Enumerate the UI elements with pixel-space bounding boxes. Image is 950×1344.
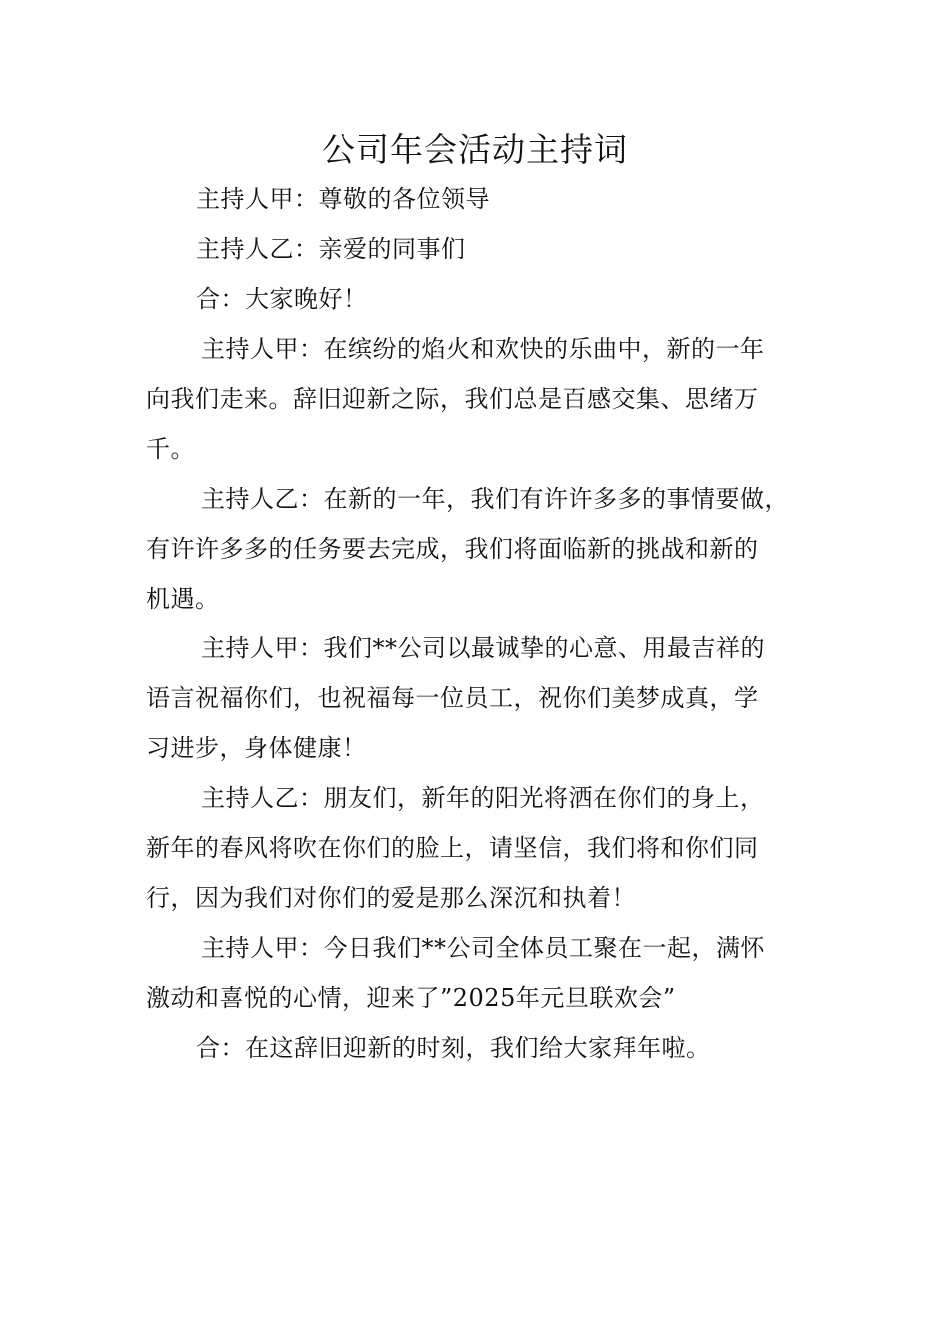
paragraph-line: 主持人甲：我们**公司以最诚挚的心意、用最吉祥的: [201, 634, 765, 662]
paragraph-line: 主持人甲：尊敬的各位领导: [196, 185, 490, 213]
paragraph-line: 主持人乙：在新的一年，我们有许许多多的事情要做，: [201, 485, 789, 513]
paragraph-line: 主持人甲：在缤纷的焰火和欢快的乐曲中，新的一年: [201, 335, 765, 363]
paragraph-line: 行，因为我们对你们的爱是那么深沉和执着！: [146, 884, 636, 912]
paragraph-line: 千。: [146, 435, 195, 463]
paragraph-line: 语言祝福你们，也祝福每一位员工，祝你们美梦成真，学: [146, 684, 759, 712]
paragraph-line: 合：在这辞旧迎新的时刻，我们给大家拜年啦。: [196, 1034, 711, 1062]
paragraph-line: 新年的春风将吹在你们的脸上，请坚信，我们将和你们同: [146, 834, 759, 862]
paragraph-line: 机遇。: [146, 585, 220, 613]
paragraph-line: 合：大家晚好！: [196, 285, 368, 313]
document-title: 公司年会活动主持词: [322, 130, 628, 169]
paragraph-line: 向我们走来。辞旧迎新之际，我们总是百感交集、思绪万: [146, 385, 759, 413]
paragraph-line: 主持人乙：亲爱的同事们: [196, 235, 466, 263]
paragraph-line: 主持人乙：朋友们，新年的阳光将洒在你们的身上，: [201, 784, 765, 812]
paragraph-line: 习进步，身体健康！: [146, 734, 367, 762]
paragraph-line: 激动和喜悦的心情，迎来了”2025年元旦联欢会”: [146, 984, 676, 1012]
paragraph-line: 主持人甲：今日我们**公司全体员工聚在一起，满怀: [201, 934, 765, 962]
paragraph-line: 有许许多多的任务要去完成，我们将面临新的挑战和新的: [146, 535, 759, 563]
